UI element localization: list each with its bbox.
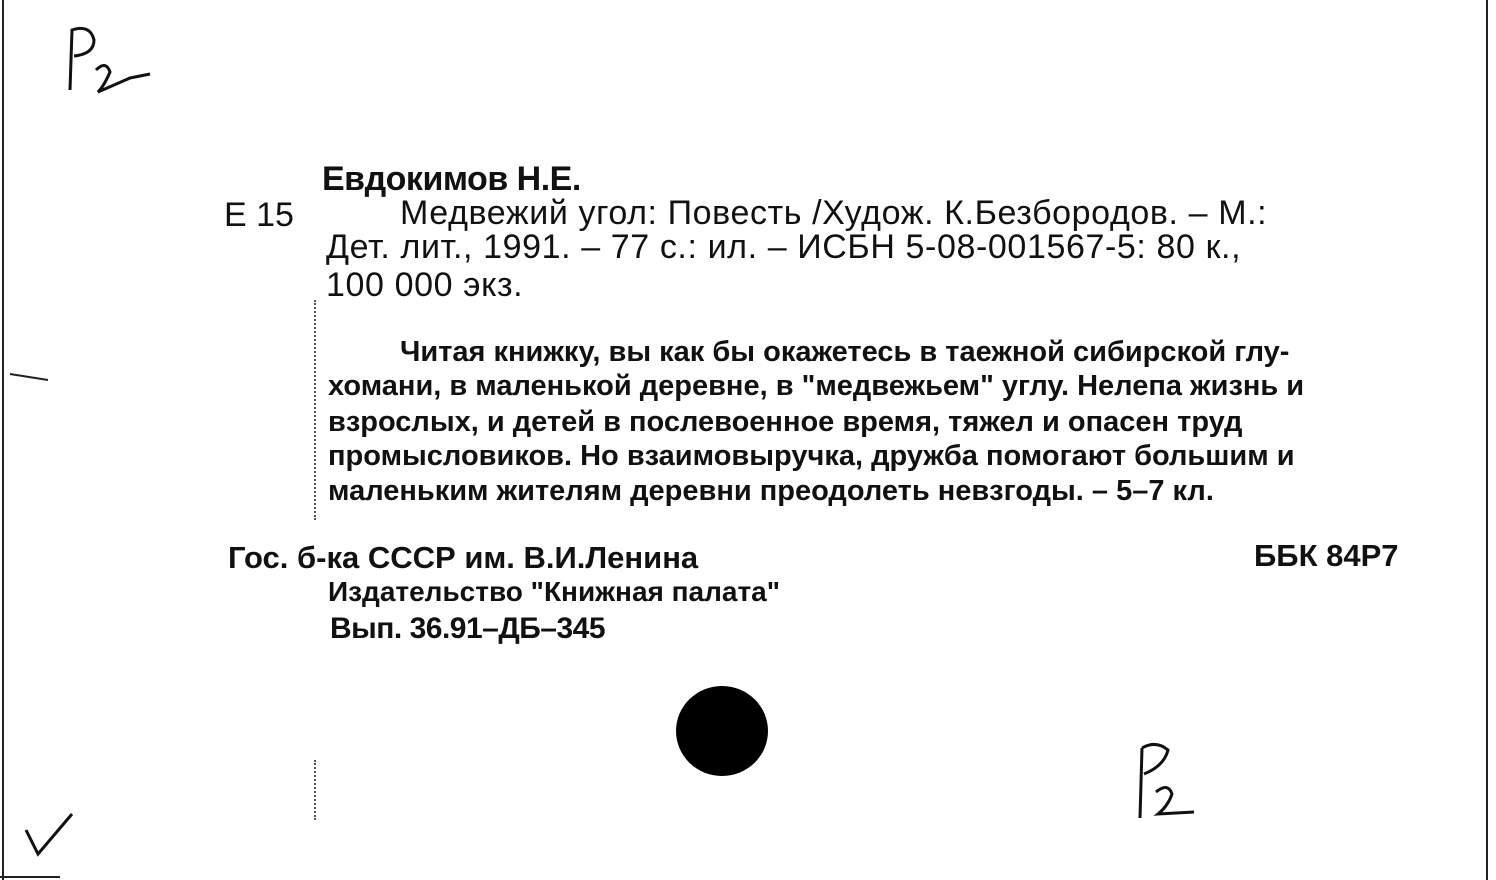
annotation-line-1: Читая книжку, вы как бы окажетесь в таежной сибирской глу- — [400, 336, 1290, 368]
annotation-line-5: маленьким жителям деревни преодолеть невзгоды. – 5–7 кл. — [328, 475, 1214, 507]
bibliography-line-2: Дет. лит., 1991. – 77 с.: ил. – ИСБН 5-08-001567-5: 80 к., — [326, 228, 1242, 266]
handwritten-p2-top-left — [60, 20, 160, 100]
handwritten-p2-bottom-right — [1128, 734, 1208, 824]
annotation-line-2: хомани, в маленькой деревне, в "медвежьем" углу. Нелепа жизнь и — [328, 370, 1305, 402]
margin-dots — [314, 300, 318, 520]
library-name: Гос. б-ка СССР им. В.И.Ленина — [228, 540, 699, 575]
card-punch-hole — [676, 686, 768, 776]
annotation-line-3: взрослых, и детей в послевоенное время, тяжел и опасен труд — [328, 406, 1243, 438]
pencil-stroke — [8, 368, 58, 388]
issue-number: Вып. 36.91–ДБ–345 — [330, 612, 606, 645]
card-right-edge — [1486, 0, 1488, 880]
call-index: Е 15 — [224, 196, 294, 234]
card-left-edge — [2, 0, 4, 880]
checkmark-icon — [20, 810, 80, 860]
author-name: Евдокимов Н.Е. — [322, 160, 581, 198]
annotation-line-4: промысловиков. Но взаимовыручка, дружба помогают большим и — [328, 440, 1295, 472]
card-bottom-edge — [0, 876, 60, 878]
bibliography-line-1: Медвежий угол: Повесть /Худож. К.Безбородов. – М.: — [400, 194, 1268, 232]
bibliography-line-3: 100 000 экз. — [326, 266, 524, 304]
bbk-code: ББК 84Р7 — [1254, 538, 1399, 573]
publisher-name: Издательство "Книжная палата" — [328, 576, 781, 607]
margin-dots-lower — [314, 760, 318, 820]
